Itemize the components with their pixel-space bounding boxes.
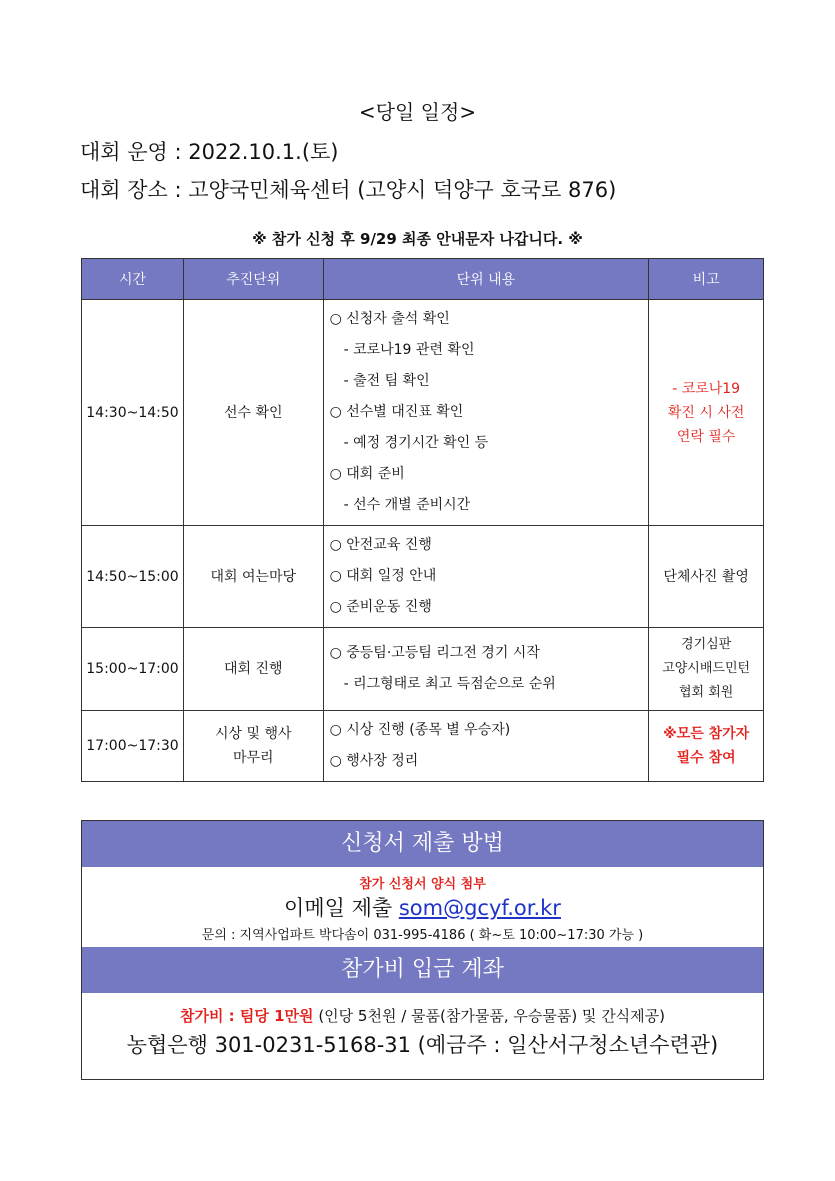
row-unit: 선수 확인 [183,300,323,526]
row-unit: 대회 진행 [183,628,323,711]
event-operation-line [80,136,339,166]
table-row [82,711,764,782]
content-subline: - 선수 개별 준비시간 [343,497,471,513]
content-line: ○ 중등팀·고등팀 리그전 경기 시작 [329,645,540,661]
table-row [82,300,764,526]
note-line: 연락 필수 [676,428,736,445]
row-content [323,628,649,711]
venue-label: 대회 장소 : [80,178,182,202]
content-line: ○ 행사장 정리 [329,753,419,769]
table-header-row [82,259,764,300]
table-row [82,526,764,628]
operation-date: 2022.10.1.(토) [188,140,339,164]
unit-line: 마무리 [232,750,274,766]
row-note [649,711,764,782]
note-line: 협회 회원 [678,685,734,700]
row-unit [183,711,323,782]
row-note [649,300,764,526]
row-content [323,300,649,526]
page-title: <당일 일정> [358,100,477,124]
fee-line [82,1005,763,1027]
payment-title: 참가비 입금 계좌 [82,947,763,993]
event-venue-line [80,174,616,204]
content-line: ○ 안전교육 진행 [329,537,432,553]
fee-label: 참가비 : 팀당 1만원 [179,1007,314,1025]
bank-account: 농협은행 301-0231-5168-31 (예금주 : 일산서구청소년수련관) [126,1033,719,1057]
header-note: 비고 [649,259,764,300]
note-line: 필수 참여 [676,750,736,766]
header-content: 단위 내용 [323,259,649,300]
note-line: ※모든 참가자 [663,726,750,742]
email-label: 이메일 제출 [284,896,393,920]
content-line: ○ 선수별 대진표 확인 [329,404,464,420]
fee-detail: (인당 5천원 / 물품(참가물품, 우승물품) 및 간식제공) [318,1007,666,1025]
content-line: ○ 준비운동 진행 [329,599,432,615]
row-time: 14:50~15:00 [82,526,184,628]
submission-title: 신청서 제출 방법 [82,821,763,867]
header-unit: 추진단위 [183,259,323,300]
row-unit: 대회 여는마당 [183,526,323,628]
content-subline: - 코로나19 관련 확인 [343,342,475,358]
email-link[interactable]: som@gcyf.or.kr [398,896,561,920]
row-time: 15:00~17:00 [82,628,184,711]
table-row [82,628,764,711]
attach-note: 참가 신청서 양식 첨부 [359,877,486,892]
row-time: 17:00~17:30 [82,711,184,782]
note-line: - 코로나19 [672,380,741,397]
submission-box [81,820,764,1080]
row-note [649,628,764,711]
content-subline: - 예정 경기시간 확인 등 [343,435,489,451]
content-subline: - 리그형태로 최고 득점순으로 순위 [343,676,556,692]
schedule-table [81,258,764,782]
operation-label: 대회 운영 : [80,140,182,164]
contact-info: 문의 : 지역사업파트 박다솜이 031-995-4186 ( 화~토 10:00~17:30 가능 ) [201,928,644,943]
email-row [82,891,763,925]
note-line: 확진 시 사전 [667,404,745,421]
note-line: 경기심판 [681,637,732,652]
content-subline: - 출전 팀 확인 [343,373,430,389]
unit-line: 시상 및 행사 [215,726,292,742]
content-line: ○ 대회 일정 안내 [329,568,437,584]
content-line: ○ 대회 준비 [329,466,405,482]
row-note: 단체사진 촬영 [649,526,764,628]
content-line: ○ 시상 진행 (종목 별 우승자) [329,722,511,738]
note-line: 고양시배드민턴 [662,661,751,676]
venue-value: 고양국민체육센터 (고양시 덕양구 호국로 876) [188,178,617,202]
notice-text: ※ 참가 신청 후 9/29 최종 안내문자 나갑니다. ※ [252,230,583,248]
row-content [323,526,649,628]
header-time: 시간 [82,259,184,300]
content-line: ○ 신청자 출석 확인 [329,311,450,327]
row-time: 14:30~14:50 [82,300,184,526]
row-content [323,711,649,782]
